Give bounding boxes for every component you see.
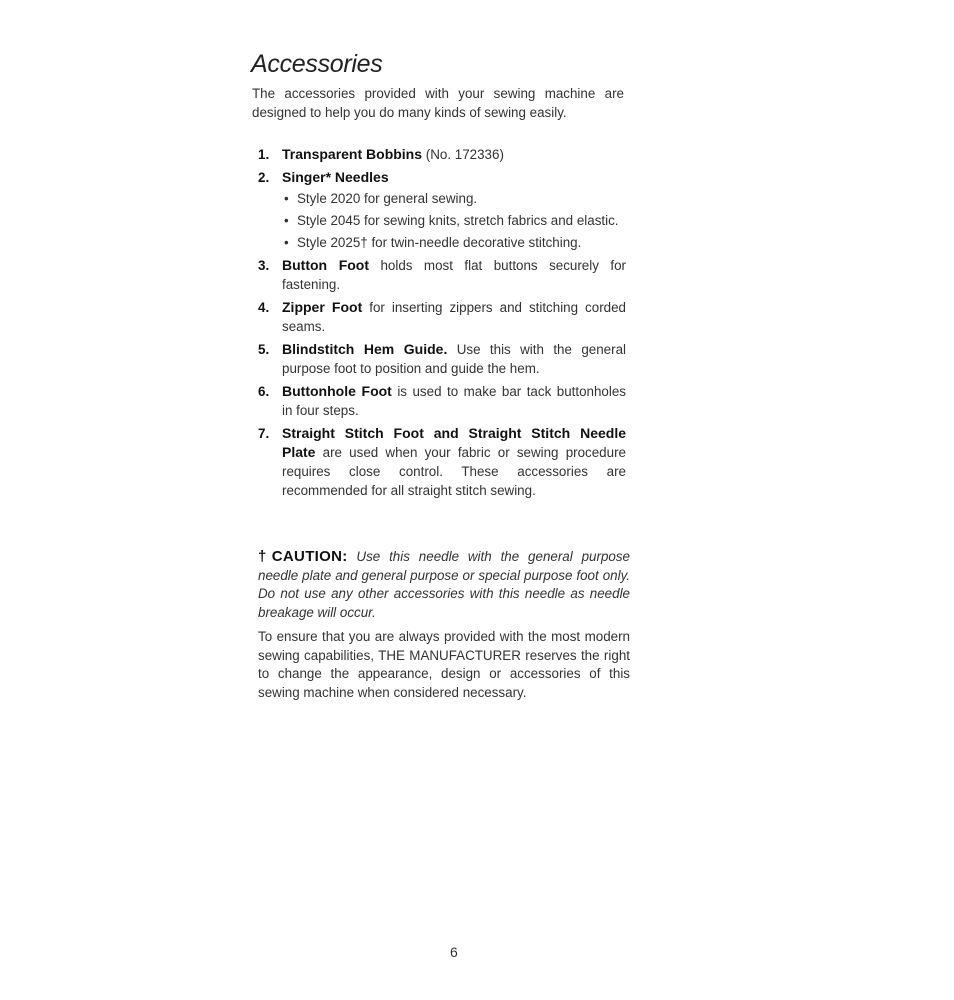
accessory-item-6 [258,382,626,420]
item-name: Buttonhole Foot [282,383,392,399]
accessory-item-3 [258,256,626,294]
page-title: Accessories [251,50,383,78]
accessory-item-2 [258,168,626,252]
item-number: 3. [258,258,270,273]
page-number: 6 [450,944,458,960]
bullet-icon: • [284,235,289,250]
accessory-item-5 [258,340,626,378]
intro-paragraph: The accessories provided with your sewing machine are designed to help you do many kinds of sewing easily. [252,86,624,120]
item-name: Singer* Needles [282,169,389,185]
item-text: is used to make bar tack buttonholes in four steps. [282,384,626,418]
item-text: Use this with the general purpose foot to position and guide the hem. [282,342,626,376]
caution-label: †CAUTION: [258,548,348,565]
item-name: Blindstitch Hem Guide. [282,341,448,357]
bullet-icon: • [284,191,289,206]
item-text: are used when your fabric or sewing procedure requires close control. These accessories are recommended for all straight stitch sewing. [282,445,626,498]
bullet-item: • Style 2025† for twin-needle decorative stitching. [284,235,582,250]
item-number: 6. [258,384,270,399]
accessory-item-7 [258,424,626,500]
item-name: Transparent Bobbins [282,146,423,162]
bullet-item: • Style 2020 for general sewing. [284,191,478,206]
accessory-item-1 [258,145,626,164]
accessory-item-4 [258,298,626,336]
item-number: 1. [258,147,270,162]
item-text: for inserting zippers and stitching corded seams. [282,300,626,334]
accessory-list [258,145,626,504]
bullet-item: • Style 2045 for sewing knits, stretch fabrics and elastic. [284,213,619,228]
item-name: Straight Stitch Foot and Straight Stitch Needle Plate [282,425,626,460]
item-text: holds most flat buttons securely for fastening. [282,258,626,292]
item-name: Button Foot [282,257,370,273]
item-name: Zipper Foot [282,299,363,315]
bullet-icon: • [284,213,289,228]
item-number: 5. [258,342,270,357]
item-number: 2. [258,170,270,185]
item-number: 4. [258,300,270,315]
caution-text: Use this needle with the general purpose needle plate and general purpose or special purpose foot only. Do not use any other accessories with this needle as needle breakage will occur. [258,549,630,620]
caution-note [258,548,630,622]
item-number: 7. [258,426,270,441]
needle-style-list [282,189,626,252]
manufacturer-note: To ensure that you are always provided with the most modern sewing capabilities, THE MANUFACTURER reserves the right to change the appearance, design or accessories of this sewing machine when considered necessary. [258,629,630,700]
item-text: (No. 172336) [422,147,504,162]
